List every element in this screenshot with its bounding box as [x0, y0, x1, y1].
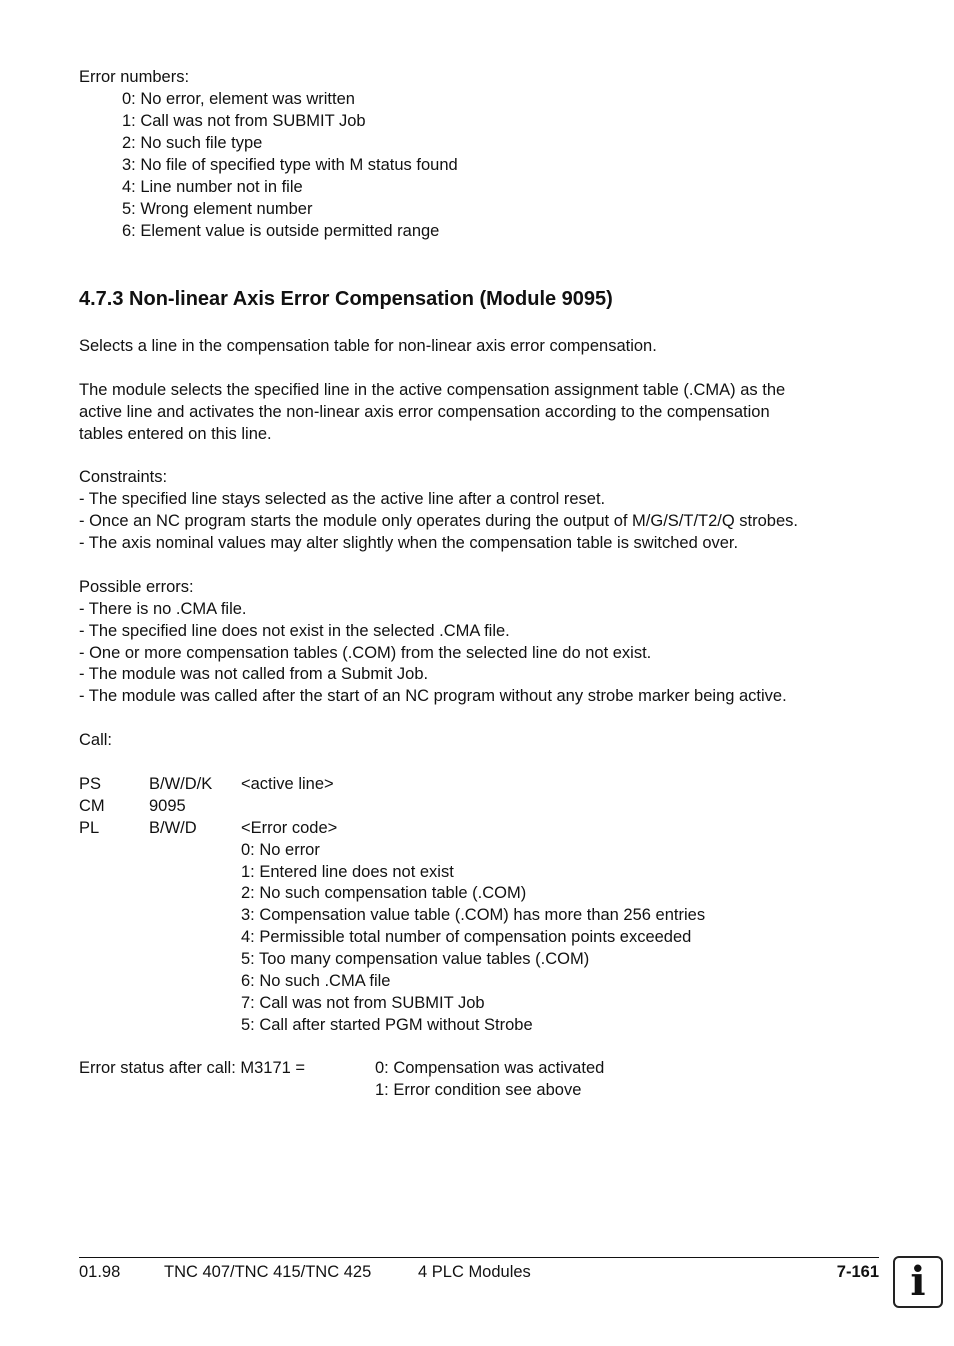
info-icon-glyph: i: [910, 1258, 926, 1305]
section-heading: 4.7.3 Non-linear Axis Error Compensation (Module 9095): [79, 288, 613, 310]
footer-page-number: 7-161: [836, 1263, 879, 1281]
error-status-label: Error status after call: M3171 =: [79, 1059, 306, 1077]
error-code-item: 0: No error: [241, 841, 320, 859]
possible-error-item: - The specified line does not exist in the selected .CMA file.: [79, 622, 510, 640]
error-status-value: 1: Error condition see above: [375, 1081, 582, 1099]
info-icon: [893, 1256, 943, 1308]
error-number-item: 6: Element value is outside permitted range: [122, 222, 440, 240]
error-code-item: 4: Permissible total number of compensation points exceeded: [241, 928, 692, 946]
constraint-item: - The specified line stays selected as the active line after a control reset.: [79, 490, 606, 508]
description-line: The module selects the specified line in the active compensation assignment table (.CMA) as the: [79, 381, 786, 399]
error-code-item: 6: No such .CMA file: [241, 972, 391, 990]
call-ps-argument: <active line>: [241, 775, 334, 793]
possible-error-item: - The module was not called from a Submit Job.: [79, 665, 429, 683]
footer-rule: [79, 1257, 879, 1258]
error-code-item: 2: No such compensation table (.COM): [241, 884, 527, 902]
error-code-item: 5: Too many compensation value tables (.COM): [241, 950, 590, 968]
error-number-item: 3: No file of specified type with M status found: [122, 156, 458, 174]
call-cm-command: CM: [79, 797, 105, 815]
footer-model: TNC 407/TNC 415/TNC 425: [164, 1263, 372, 1281]
possible-error-item: - The module was called after the start of an NC program without any strobe marker being active.: [79, 687, 787, 705]
error-code-item: 5: Call after started PGM without Strobe: [241, 1016, 533, 1034]
error-number-item: 1: Call was not from SUBMIT Job: [122, 112, 366, 130]
constraint-item: - Once an NC program starts the module only operates during the output of M/G/S/T/T2/Q strobes.: [79, 512, 798, 530]
error-number-item: 0: No error, element was written: [122, 90, 355, 108]
call-ps-command: PS: [79, 775, 102, 793]
call-cm-module: 9095: [149, 797, 186, 815]
call-pl-argument: <Error code>: [241, 819, 338, 837]
description-line: tables entered on this line.: [79, 425, 272, 443]
error-code-item: 1: Entered line does not exist: [241, 863, 454, 881]
error-code-item: 7: Call was not from SUBMIT Job: [241, 994, 485, 1012]
possible-error-item: - One or more compensation tables (.COM) from the selected line do not exist.: [79, 644, 652, 662]
call-label: Call:: [79, 731, 113, 749]
section-intro: Selects a line in the compensation table for non-linear axis error compensation.: [79, 337, 657, 355]
error-number-item: 5: Wrong element number: [122, 200, 313, 218]
possible-errors-label: Possible errors:: [79, 578, 194, 596]
constraint-item: - The axis nominal values may alter slightly when the compensation table is switched over.: [79, 534, 739, 552]
call-ps-type: B/W/D/K: [149, 775, 213, 793]
constraints-label: Constraints:: [79, 468, 168, 486]
error-number-item: 4: Line number not in file: [122, 178, 303, 196]
footer-date: 01.98: [79, 1263, 121, 1281]
description-line: active line and activates the non-linear axis error compensation according to the compensation: [79, 403, 770, 421]
error-numbers-label: Error numbers:: [79, 68, 190, 86]
footer-chapter: 4 PLC Modules: [418, 1263, 531, 1281]
error-code-item: 3: Compensation value table (.COM) has more than 256 entries: [241, 906, 706, 924]
error-number-item: 2: No such file type: [122, 134, 263, 152]
possible-error-item: - There is no .CMA file.: [79, 600, 247, 618]
call-pl-command: PL: [79, 819, 100, 837]
call-pl-type: B/W/D: [149, 819, 197, 837]
error-status-value: 0: Compensation was activated: [375, 1059, 605, 1077]
